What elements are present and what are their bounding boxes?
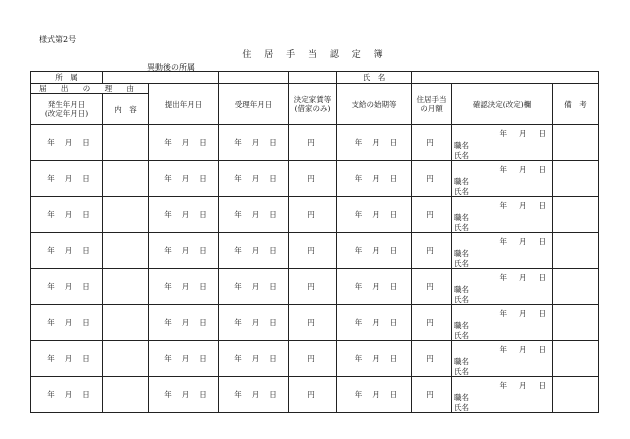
- month-unit: 月: [181, 318, 190, 328]
- year-unit: 年: [354, 174, 363, 184]
- content-cell[interactable]: [103, 125, 149, 161]
- day-unit: 日: [82, 354, 90, 364]
- day-unit: 日: [199, 138, 207, 148]
- content-cell[interactable]: [103, 305, 149, 341]
- year-unit: 年: [47, 246, 55, 256]
- month-unit: 月: [519, 129, 527, 139]
- col-received-header: 受理年月日: [219, 84, 289, 125]
- yen-unit: 円: [426, 318, 434, 328]
- rent-cell[interactable]: [289, 305, 337, 341]
- after-move-affiliation-label: 異動後の所属: [147, 63, 195, 72]
- job-title-label: 職名: [454, 213, 469, 223]
- day-unit: 日: [538, 237, 546, 247]
- month-unit: 月: [64, 390, 73, 400]
- day-unit: 日: [199, 354, 207, 364]
- day-unit: 日: [389, 210, 398, 220]
- year-unit: 年: [499, 381, 507, 391]
- col-remarks-header: 備 考: [553, 84, 599, 125]
- year-unit: 年: [164, 390, 172, 400]
- year-unit: 年: [47, 174, 55, 184]
- confirm-date: [488, 237, 547, 246]
- yen-unit: 円: [426, 174, 434, 184]
- confirm-cell[interactable]: [452, 197, 553, 233]
- table-row: [31, 197, 599, 233]
- day-unit: 日: [389, 138, 398, 148]
- monthly-amount-cell[interactable]: [412, 161, 452, 197]
- affiliation-field-3[interactable]: [289, 72, 337, 84]
- rent-cell[interactable]: [289, 161, 337, 197]
- month-unit: 月: [372, 318, 380, 328]
- month-unit: 月: [64, 246, 73, 256]
- affiliation-label: 所 属: [31, 72, 103, 84]
- content-cell[interactable]: [103, 161, 149, 197]
- day-unit: 日: [269, 354, 277, 364]
- day-unit: 日: [538, 381, 546, 391]
- affiliation-row: [31, 72, 599, 84]
- year-unit: 年: [234, 390, 242, 400]
- month-unit: 月: [64, 174, 73, 184]
- rent-cell[interactable]: [289, 269, 337, 305]
- year-unit: 年: [47, 282, 55, 292]
- person-name-label: 氏名: [454, 151, 469, 161]
- yen-unit: 円: [307, 246, 315, 256]
- yen-unit: 円: [426, 282, 434, 292]
- person-name-label: 氏名: [454, 403, 469, 413]
- year-unit: 年: [354, 390, 363, 400]
- submitted-date-cell[interactable]: [149, 341, 219, 377]
- year-unit: 年: [354, 282, 363, 292]
- person-name-label: 氏名: [454, 259, 469, 269]
- month-unit: 月: [251, 138, 260, 148]
- col-rent-line2: (借家のみ): [294, 104, 331, 114]
- monthly-amount-cell[interactable]: [412, 305, 452, 341]
- form-title: 住 居 手 当 認 定 簿: [242, 50, 388, 60]
- day-unit: 日: [82, 138, 90, 148]
- col-monthly-line1: 住居手当: [416, 94, 447, 104]
- person-name-label: 氏名: [454, 331, 469, 341]
- month-unit: 月: [181, 210, 190, 220]
- month-unit: 月: [181, 354, 190, 364]
- confirm-date: [488, 129, 547, 138]
- remarks-cell[interactable]: [553, 125, 599, 161]
- received-date-cell[interactable]: [219, 197, 289, 233]
- confirm-cell[interactable]: [452, 233, 553, 269]
- payment-start-cell[interactable]: [337, 161, 412, 197]
- year-unit: 年: [164, 282, 172, 292]
- name-field[interactable]: [412, 72, 599, 84]
- day-unit: 日: [269, 390, 277, 400]
- day-unit: 日: [389, 174, 398, 184]
- job-title-label: 職名: [454, 321, 469, 331]
- month-unit: 月: [372, 282, 380, 292]
- confirm-date: [488, 309, 547, 318]
- day-unit: 日: [199, 174, 207, 184]
- occurrence-date-cell[interactable]: [31, 197, 103, 233]
- rent-cell[interactable]: [289, 377, 337, 413]
- month-unit: 月: [251, 174, 260, 184]
- year-unit: 年: [234, 282, 242, 292]
- remarks-cell[interactable]: [553, 161, 599, 197]
- remarks-cell[interactable]: [553, 233, 599, 269]
- monthly-amount-cell[interactable]: [412, 197, 452, 233]
- confirm-lines: [454, 393, 469, 413]
- year-unit: 年: [234, 174, 242, 184]
- month-unit: 月: [251, 354, 260, 364]
- day-unit: 日: [389, 354, 398, 364]
- day-unit: 日: [199, 282, 207, 292]
- day-unit: 日: [538, 345, 546, 355]
- year-unit: 年: [499, 129, 507, 139]
- year-unit: 年: [47, 210, 55, 220]
- occurrence-date-cell[interactable]: [31, 233, 103, 269]
- day-unit: 日: [199, 318, 207, 328]
- col-rent-line1: 決定家賃等: [293, 94, 332, 104]
- payment-start-cell[interactable]: [337, 233, 412, 269]
- year-unit: 年: [234, 246, 242, 256]
- month-unit: 月: [64, 138, 73, 148]
- confirm-cell[interactable]: [452, 161, 553, 197]
- job-title-label: 職名: [454, 357, 469, 367]
- job-title-label: 職名: [454, 249, 469, 259]
- day-unit: 日: [389, 282, 398, 292]
- form-number: 様式第2号: [39, 35, 77, 44]
- year-unit: 年: [354, 210, 363, 220]
- content-cell[interactable]: [103, 341, 149, 377]
- month-unit: 月: [372, 354, 380, 364]
- affiliation-field[interactable]: [103, 72, 219, 84]
- year-unit: 年: [164, 318, 172, 328]
- monthly-amount-cell[interactable]: [412, 341, 452, 377]
- person-name-label: 氏名: [454, 295, 469, 305]
- affiliation-field-2[interactable]: [219, 72, 289, 84]
- month-unit: 月: [181, 390, 190, 400]
- month-unit: 月: [519, 201, 527, 211]
- year-unit: 年: [354, 318, 363, 328]
- submitted-date-cell[interactable]: [149, 125, 219, 161]
- year-unit: 年: [354, 138, 363, 148]
- confirm-lines: [454, 213, 469, 233]
- rent-cell[interactable]: [289, 125, 337, 161]
- col-monthly-header: [412, 84, 452, 125]
- month-unit: 月: [251, 390, 260, 400]
- month-unit: 月: [519, 381, 527, 391]
- person-name-label: 氏名: [454, 367, 469, 377]
- year-unit: 年: [47, 390, 55, 400]
- day-unit: 日: [538, 273, 546, 283]
- year-unit: 年: [499, 309, 507, 319]
- remarks-cell[interactable]: [553, 197, 599, 233]
- payment-start-cell[interactable]: [337, 377, 412, 413]
- table-row: [31, 341, 599, 377]
- month-unit: 月: [181, 246, 190, 256]
- col-occurrence-header: [31, 94, 103, 125]
- year-unit: 年: [234, 138, 242, 148]
- confirm-lines: [454, 285, 469, 305]
- col-rent-header: [289, 84, 337, 125]
- day-unit: 日: [269, 282, 277, 292]
- col-confirm-header: 確認決定(改定)欄: [452, 84, 553, 125]
- reason-row: [31, 84, 599, 94]
- year-unit: 年: [499, 345, 507, 355]
- remarks-cell[interactable]: [553, 341, 599, 377]
- yen-unit: 円: [307, 354, 315, 364]
- table-row: [31, 161, 599, 197]
- year-unit: 年: [499, 201, 507, 211]
- confirm-lines: [454, 141, 469, 161]
- month-unit: 月: [372, 210, 380, 220]
- day-unit: 日: [389, 246, 398, 256]
- year-unit: 年: [499, 165, 507, 175]
- confirm-cell[interactable]: [452, 269, 553, 305]
- year-unit: 年: [499, 237, 507, 247]
- monthly-amount-cell[interactable]: [412, 233, 452, 269]
- day-unit: 日: [199, 390, 207, 400]
- rent-cell[interactable]: [289, 233, 337, 269]
- month-unit: 月: [519, 345, 527, 355]
- content-cell[interactable]: [103, 269, 149, 305]
- job-title-label: 職名: [454, 393, 469, 403]
- col-monthly-line2: の月額: [420, 104, 443, 114]
- year-unit: 年: [164, 354, 172, 364]
- confirm-lines: [454, 357, 469, 377]
- job-title-label: 職名: [454, 177, 469, 187]
- received-date-cell[interactable]: [219, 377, 289, 413]
- confirm-date: [488, 381, 547, 390]
- received-date-cell[interactable]: [219, 233, 289, 269]
- confirm-cell[interactable]: [452, 377, 553, 413]
- person-name-label: 氏名: [454, 223, 469, 233]
- year-unit: 年: [234, 318, 242, 328]
- confirm-cell[interactable]: [452, 125, 553, 161]
- year-unit: 年: [499, 273, 507, 283]
- received-date-cell[interactable]: [219, 161, 289, 197]
- day-unit: 日: [82, 210, 90, 220]
- rent-cell[interactable]: [289, 197, 337, 233]
- year-unit: 年: [164, 246, 172, 256]
- submitted-date-cell[interactable]: [149, 377, 219, 413]
- submitted-date-cell[interactable]: [149, 269, 219, 305]
- year-unit: 年: [164, 210, 172, 220]
- monthly-amount-cell[interactable]: [412, 125, 452, 161]
- year-unit: 年: [234, 210, 242, 220]
- year-unit: 年: [47, 354, 55, 364]
- submitted-date-cell[interactable]: [149, 197, 219, 233]
- month-unit: 月: [519, 309, 527, 319]
- month-unit: 月: [372, 138, 380, 148]
- month-unit: 月: [372, 174, 380, 184]
- month-unit: 月: [372, 246, 380, 256]
- day-unit: 日: [538, 201, 546, 211]
- occurrence-date-cell[interactable]: [31, 341, 103, 377]
- year-unit: 年: [354, 354, 363, 364]
- day-unit: 日: [199, 210, 207, 220]
- month-unit: 月: [64, 282, 73, 292]
- table-row: [31, 233, 599, 269]
- month-unit: 月: [372, 390, 380, 400]
- occurrence-date-cell[interactable]: [31, 269, 103, 305]
- confirm-lines: [454, 177, 469, 197]
- occurrence-date-cell[interactable]: [31, 161, 103, 197]
- day-unit: 日: [199, 246, 207, 256]
- year-unit: 年: [354, 246, 363, 256]
- month-unit: 月: [181, 282, 190, 292]
- day-unit: 日: [538, 129, 546, 139]
- payment-start-cell[interactable]: [337, 341, 412, 377]
- submitted-date-cell[interactable]: [149, 161, 219, 197]
- year-unit: 年: [164, 138, 172, 148]
- yen-unit: 円: [307, 318, 315, 328]
- payment-start-cell[interactable]: [337, 269, 412, 305]
- yen-unit: 円: [426, 138, 434, 148]
- col-content-header: 内 容: [103, 94, 149, 125]
- person-name-label: 氏名: [454, 187, 469, 197]
- confirm-date: [488, 201, 547, 210]
- payment-start-cell[interactable]: [337, 197, 412, 233]
- day-unit: 日: [269, 246, 277, 256]
- received-date-cell[interactable]: [219, 125, 289, 161]
- content-cell[interactable]: [103, 197, 149, 233]
- col-occurrence-line1: 発生年月日: [47, 100, 86, 109]
- month-unit: 月: [64, 354, 73, 364]
- year-unit: 年: [47, 318, 55, 328]
- month-unit: 月: [519, 237, 527, 247]
- month-unit: 月: [181, 174, 190, 184]
- day-unit: 日: [82, 390, 90, 400]
- content-cell[interactable]: [103, 233, 149, 269]
- yen-unit: 円: [307, 138, 315, 148]
- submitted-date-cell[interactable]: [149, 305, 219, 341]
- month-unit: 月: [519, 273, 527, 283]
- yen-unit: 円: [307, 174, 315, 184]
- occurrence-date-cell[interactable]: [31, 125, 103, 161]
- month-unit: 月: [251, 210, 260, 220]
- reason-label: 届 出 の 理 由: [31, 84, 149, 94]
- month-unit: 月: [64, 318, 73, 328]
- remarks-cell[interactable]: [553, 305, 599, 341]
- day-unit: 日: [82, 318, 90, 328]
- confirm-date: [488, 345, 547, 354]
- monthly-amount-cell[interactable]: [412, 377, 452, 413]
- job-title-label: 職名: [454, 285, 469, 295]
- day-unit: 日: [389, 318, 398, 328]
- yen-unit: 円: [426, 210, 434, 220]
- yen-unit: 円: [307, 282, 315, 292]
- month-unit: 月: [251, 282, 260, 292]
- received-date-cell[interactable]: [219, 341, 289, 377]
- year-unit: 年: [234, 354, 242, 364]
- yen-unit: 円: [307, 390, 315, 400]
- month-unit: 月: [64, 210, 73, 220]
- year-unit: 年: [47, 138, 55, 148]
- col-occurrence-line2: (改定年月日): [44, 109, 89, 119]
- content-cell[interactable]: [103, 377, 149, 413]
- day-unit: 日: [82, 174, 90, 184]
- allowance-ledger-table: [30, 71, 599, 413]
- confirm-cell[interactable]: [452, 341, 553, 377]
- table-row: [31, 305, 599, 341]
- yen-unit: 円: [307, 210, 315, 220]
- monthly-amount-cell[interactable]: [412, 269, 452, 305]
- day-unit: 日: [269, 174, 277, 184]
- day-unit: 日: [389, 390, 398, 400]
- col-submitted-header: 提出年月日: [149, 84, 219, 125]
- month-unit: 月: [251, 246, 260, 256]
- yen-unit: 円: [426, 390, 434, 400]
- occurrence-date-cell[interactable]: [31, 305, 103, 341]
- yen-unit: 円: [426, 354, 434, 364]
- confirm-date: [488, 165, 547, 174]
- day-unit: 日: [269, 138, 277, 148]
- table-row: [31, 377, 599, 413]
- job-title-label: 職名: [454, 141, 469, 151]
- col-payment-start-header: 支給の始期等: [337, 84, 412, 125]
- confirm-lines: [454, 249, 469, 269]
- confirm-lines: [454, 321, 469, 341]
- month-unit: 月: [251, 318, 260, 328]
- day-unit: 日: [82, 282, 90, 292]
- day-unit: 日: [538, 165, 546, 175]
- rent-cell[interactable]: [289, 341, 337, 377]
- day-unit: 日: [538, 309, 546, 319]
- name-label: 氏 名: [337, 72, 412, 84]
- day-unit: 日: [269, 210, 277, 220]
- month-unit: 月: [519, 165, 527, 175]
- month-unit: 月: [181, 138, 190, 148]
- remarks-cell[interactable]: [553, 269, 599, 305]
- payment-start-cell[interactable]: [337, 305, 412, 341]
- yen-unit: 円: [426, 246, 434, 256]
- day-unit: 日: [82, 246, 90, 256]
- day-unit: 日: [269, 318, 277, 328]
- confirm-date: [488, 273, 547, 282]
- confirm-cell[interactable]: [452, 305, 553, 341]
- received-date-cell[interactable]: [219, 269, 289, 305]
- submitted-date-cell[interactable]: [149, 233, 219, 269]
- occurrence-date-cell[interactable]: [31, 377, 103, 413]
- table-row: [31, 125, 599, 161]
- table-row: [31, 269, 599, 305]
- payment-start-cell[interactable]: [337, 125, 412, 161]
- received-date-cell[interactable]: [219, 305, 289, 341]
- remarks-cell[interactable]: [553, 377, 599, 413]
- year-unit: 年: [164, 174, 172, 184]
